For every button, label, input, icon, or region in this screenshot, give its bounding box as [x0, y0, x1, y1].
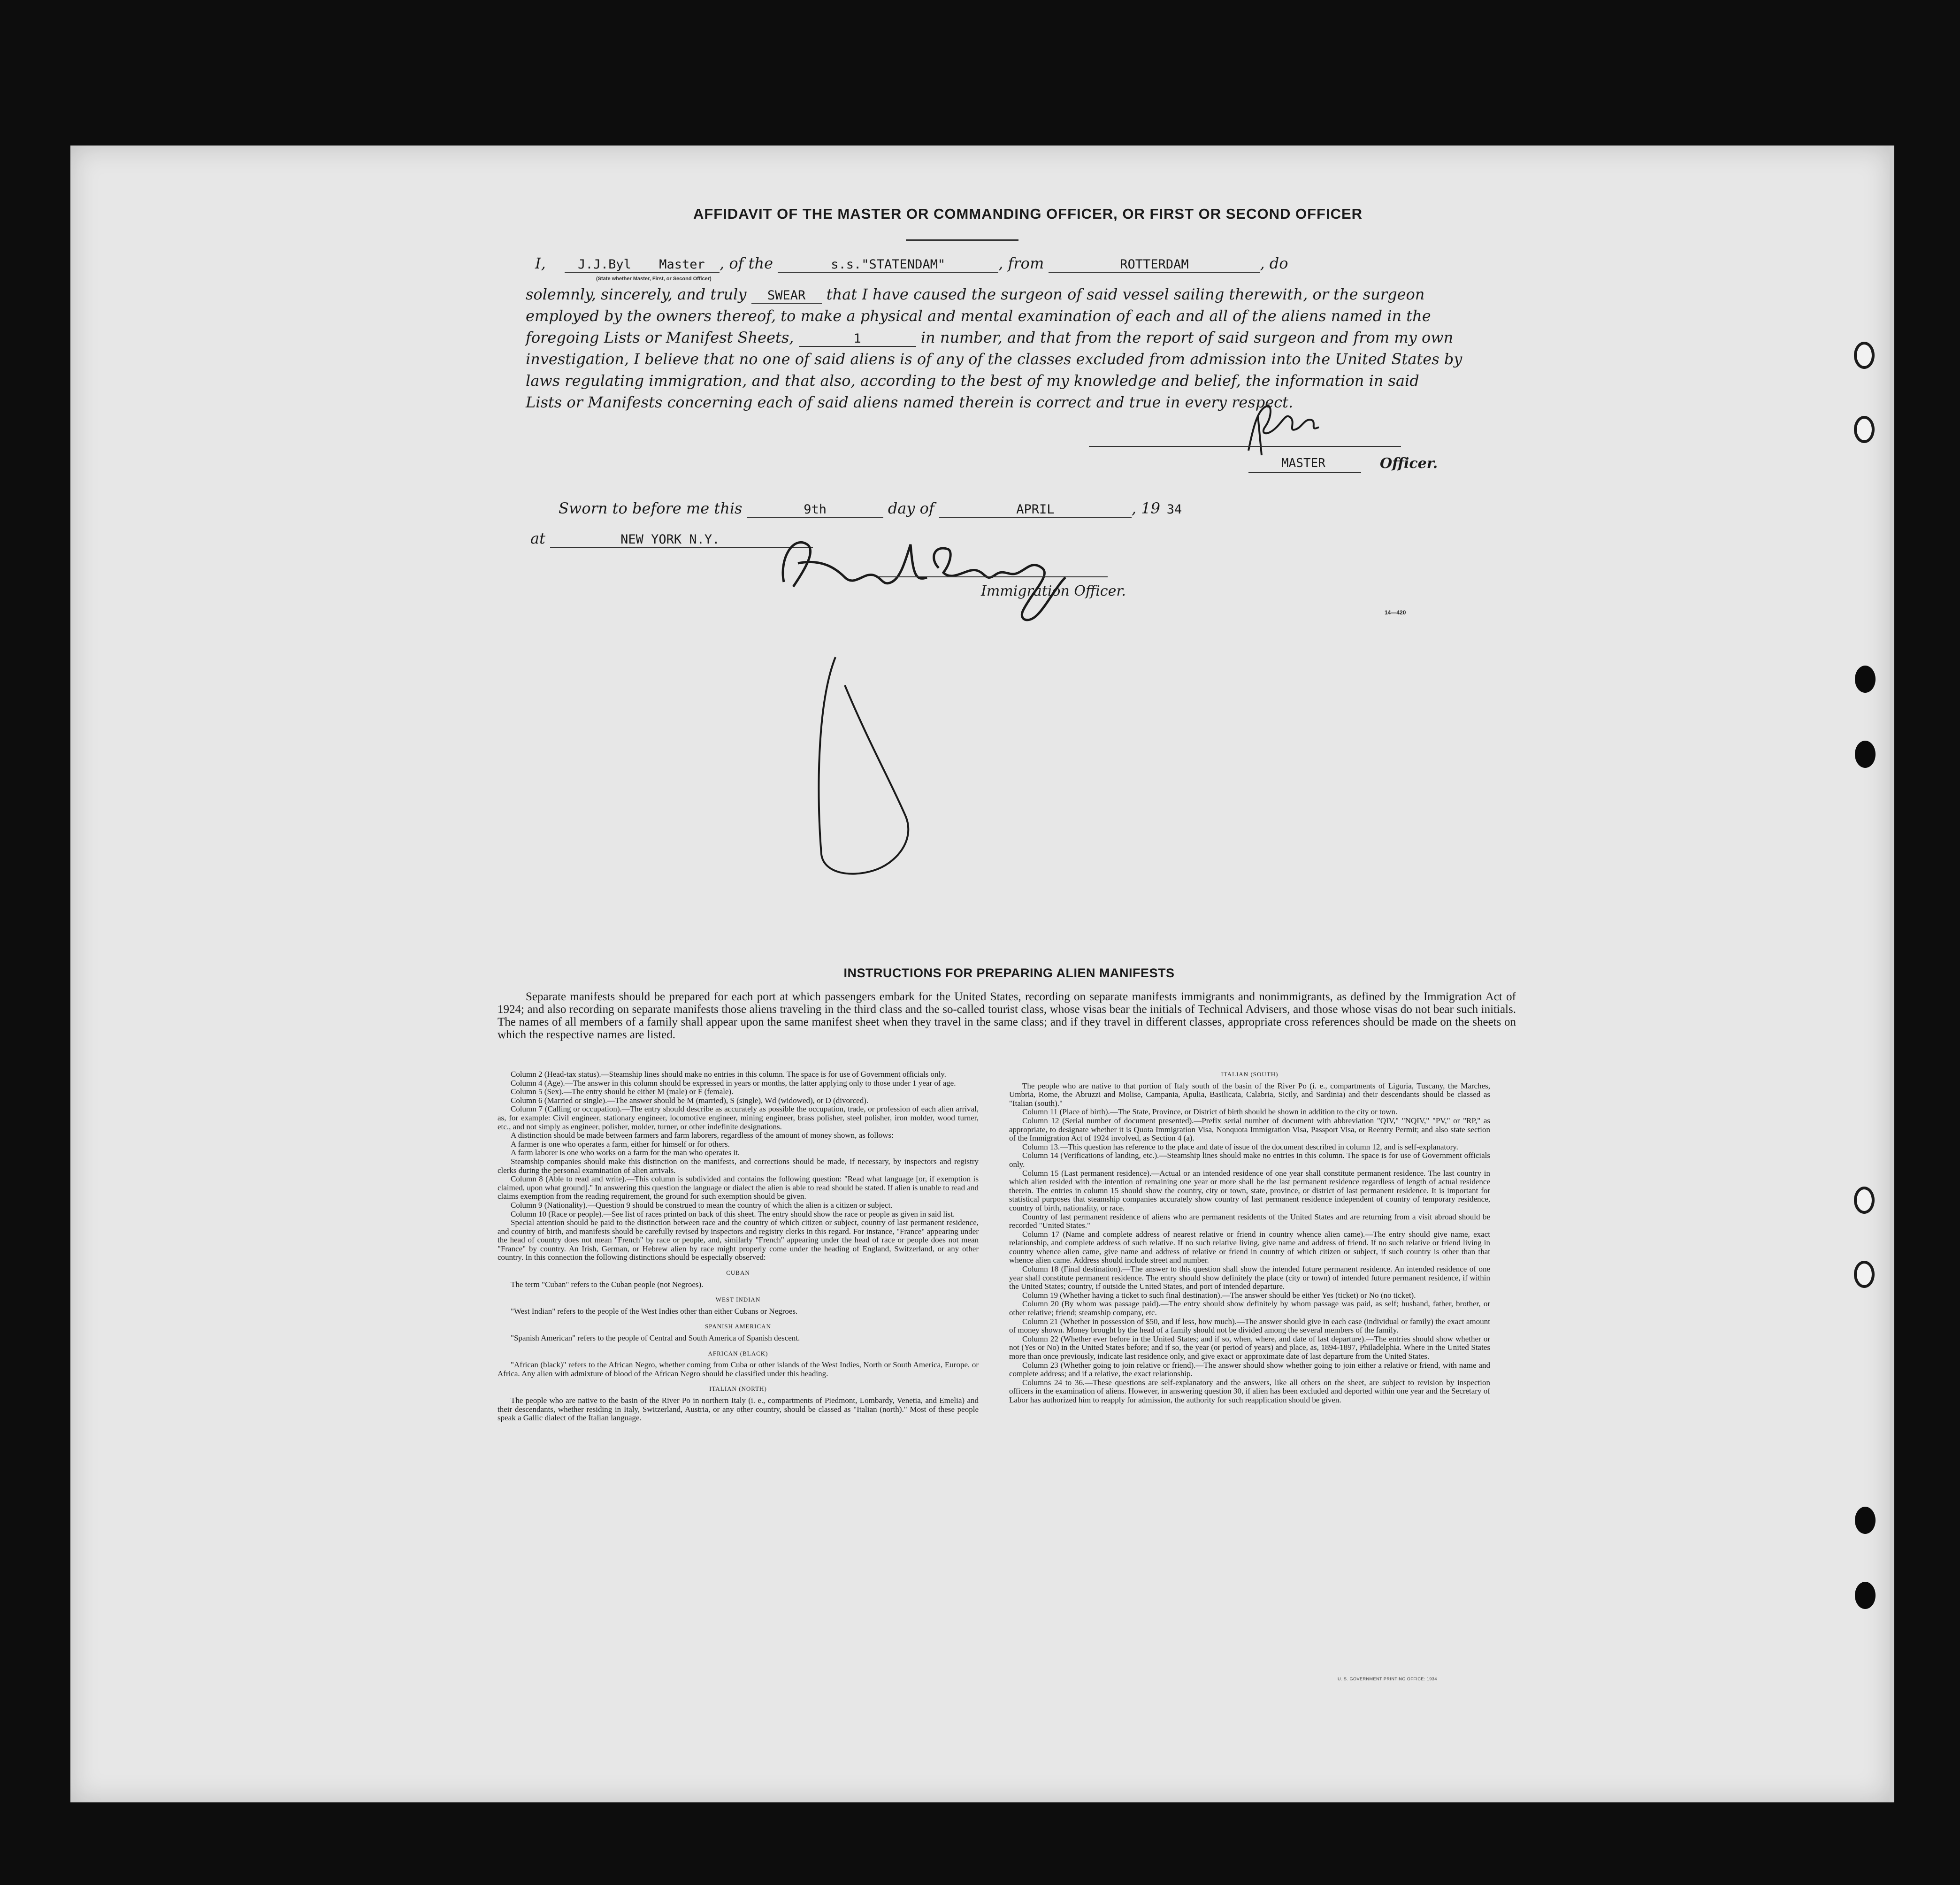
instruction-paragraph: Column 8 (Able to read and write).—This column is subdivided and contains the following question: "Read what language [or, if exemption is claimed, upon what ground]." In answering this question the language or dialect the alien is able to read should be stated. If alien is unable to read and claims exemption from the reading requirement, the ground for such exemption should be given. [498, 1174, 979, 1201]
instruction-paragraph: Column 20 (By whom was passage paid).—The entry should show definitely by whom passage was paid, as self; husband, father, brother, or other relative; friend; steamship company, etc. [1009, 1299, 1490, 1318]
binder-hole [1855, 1582, 1876, 1609]
instruction-paragraph: Column 12 (Serial number of document presented).—Prefix serial number of document with abbreviation "QIV," "NQIV," "PV," or "RP," as appropriate, to designate whether it is Quota Immigration Visa, Nonquota Immigration Visa, Passport Visa, or Reentry Permit; and also state section of the Immigration Act of 1924 involved, as Section 4 (a). [1009, 1116, 1490, 1143]
instruction-paragraph: "West Indian" refers to the people of the West Indies other than either Cubans or Negroes. [511, 1306, 798, 1316]
instruction-paragraph: Column 13.—This question has reference to the place and date of issue of the document described in column 12, and is self-explanatory. [1022, 1142, 1458, 1151]
year-prefix: , 19 [1131, 499, 1160, 517]
rank-instruction-note: (State whether Master, First, or Second Officer) [596, 276, 712, 282]
binder-hole [1854, 1187, 1875, 1214]
binder-hole [1854, 416, 1875, 443]
instruction-paragraph: Column 2 (Head-tax status).—Steamship lines should make no entries in this column. The space is for use of Government officials only. [511, 1070, 946, 1079]
affidavit-line-1 [535, 254, 1288, 273]
affidavit-line-5: investigation, I believe that no one of said aliens is of any of the classes excluded from admission into the United States by [526, 350, 1462, 368]
instruction-paragraph: A distinction should be made between farmers and farm laborers, regardless of the amount of money shown, as follows: [511, 1131, 894, 1140]
instruction-paragraph: Column 7 (Calling or occupation).—The entry should describe as accurately as possible the occupation, trade, or profession of each alien arrival, as, for example: Civil engineer, stationary engineer, locomotive engineer, mining engineer, brass polisher, steel polisher, iron molder, wood turner, etc., and not simply as engineer, polisher, molder, turner, or other indefinite designations. [498, 1104, 979, 1131]
master-signature [1239, 399, 1333, 460]
affidavit-line-3: employed by the owners thereof, to make a physical and mental examination of each and all of the aliens named in the [526, 307, 1431, 325]
oath-field: SWEAR [751, 288, 822, 304]
master-label-line [1248, 472, 1361, 473]
officer-rank-field: Master [644, 257, 720, 273]
page-edge [1890, 146, 1894, 1802]
from-text: , from [998, 254, 1044, 272]
instructions-title: INSTRUCTIONS FOR PREPARING ALIEN MANIFESTS [843, 966, 1175, 980]
immigration-officer-label: Immigration Officer. [981, 583, 1126, 599]
title-underline [906, 239, 1018, 241]
instruction-paragraph: "Spanish American" refers to the people of Central and South America of Spanish descent. [511, 1333, 800, 1343]
section-heading: CUBAN [726, 1269, 750, 1277]
instruction-paragraph: Column 21 (Whether in possession of $50, and if less, how much).—The answer should give in each case (individual or family) the exact amount of money shown. Money brought by the head of a family should not be divided among the several members of the family. [1009, 1317, 1490, 1335]
instruction-paragraph: Column 6 (Married or single).—The answer should be M (married), S (single), Wd (widowed), or D (divorced). [511, 1096, 869, 1105]
instruction-paragraph: "African (black)" refers to the African Negro, whether coming from Cuba or other islands of the West Indies, North or South America, Europe, or Africa. Any alien with admixture of blood of the African Negro should be classified under this heading. [498, 1360, 979, 1378]
affidavit-title: AFFIDAVIT OF THE MASTER OR COMMANDING OFFICER, OR FIRST OR SECOND OFFICER [693, 206, 1363, 222]
affidavit-line-7: Lists or Manifests concerning each of said aliens named therein is correct and true in every respect. [526, 393, 1294, 411]
binder-hole [1854, 342, 1875, 369]
affidavit-text: foregoing Lists or Manifest Sheets, [526, 329, 794, 346]
instructions-intro: Separate manifests should be prepared for each port at which passengers embark for the United States, recording on separate manifests immigrants and nonimmigrants, as defined by the Immigration Act of 1924; and also recording on separate manifests those aliens traveling in the third class and the so-called tourist class, whose visas bear the initials of Technical Advisers, and those whose visas do not bear such initials. The names of all members of a family shall appear upon the same manifest sheet when they travel in the same class; and if they travel in different classes, appropriate cross references should be made on the sheets on which the respective names are listed. [498, 990, 1516, 1041]
sworn-month-field: APRIL [939, 502, 1132, 518]
manifest-page [70, 146, 1891, 1802]
departure-port-field: ROTTERDAM [1049, 257, 1260, 273]
instruction-paragraph: Column 19 (Whether having a ticket to such final destination).—The answer should be either Yes (ticket) or No (no ticket). [1022, 1290, 1416, 1300]
sworn-line [559, 499, 1188, 518]
instructions-right-column [1009, 1070, 1490, 1685]
affidavit-text: that I have caused the surgeon of said vessel sailing therewith, or the surgeon [826, 285, 1425, 303]
sworn-day-field: 9th [747, 502, 883, 518]
instruction-paragraph: Column 17 (Name and complete address of nearest relative or friend in country whence alien came).—The entry should give name, exact relationship, and complete address of such relative. If no such relative living, give name and address of friend. If no such relative or friend living in country whence alien came, give name and address of relative or friend in country of which citizen or subject, if such country is other than that whence alien came. Address should include street and number. [1009, 1229, 1490, 1265]
at-text: at [530, 529, 545, 547]
sheet-count-field: 1 [799, 331, 916, 347]
instruction-paragraph: The people who are native to that portion of Italy south of the basin of the River Po (i. e., compartments of Liguria, Tuscany, the Marches, Umbria, Rome, the Abruzzi and Molise, Campania, Apulia, Basilicata, Calabria, Sicily, and Sardinia) and their descendants should be classed as "Italian (south)." [1009, 1081, 1490, 1108]
day-of-text: day of [888, 499, 934, 517]
instruction-paragraph: Column 11 (Place of birth).—The State, Province, or District of birth should be shown in addition to the city or town. [1022, 1107, 1398, 1117]
officer-name-field: J.J.Byl [565, 257, 644, 273]
sworn-year-field: 34 [1166, 502, 1182, 517]
instruction-paragraph: Column 5 (Sex).—The entry should be either M (male) or F (female). [511, 1087, 734, 1096]
instruction-paragraph: Column 23 (Whether going to join relative or friend).—The answer should show whether going to join either a relative or friend, with name and complete address; and if a relative, the exact relationship. [1009, 1360, 1490, 1379]
instruction-paragraph: Column 9 (Nationality).—Question 9 should be construed to mean the country of which the alien is a citizen or subject. [511, 1200, 893, 1210]
affidavit-line-4 [526, 329, 1453, 347]
affidavit-text: in number, and that from the report of said surgeon and from my own [920, 329, 1454, 346]
section-heading: ITALIAN (NORTH) [709, 1385, 767, 1393]
form-number: 14—420 [1385, 609, 1406, 616]
binder-hole [1855, 741, 1876, 768]
instruction-paragraph: Column 15 (Last permanent residence).—Actual or an intended residence of one year shall constitute permanent residence. The last country in which alien resided with the intention of remaining one year or more shall be the last permanent residence regardless of length of actual residence therein. The entries in column 15 should show the country, city or town, state, province, or district of last permanent residence. It is important for statistical purposes that steamship companies accurately show country of last permanent residence independent of country of temporary residence, country of birth, nationality, or race. [1009, 1168, 1490, 1212]
instruction-paragraph: Special attention should be paid to the distinction between race and the country of which citizen or subject, country of last permanent residence, and country of birth, and manifests should be carefully revised by inspectors and registry clerks in this regard. For instance, "France" appearing under the head of country does not mean "French" by race or people, and, similarly "French" appearing under the head of race or people does not mean "France" by country. An Irish, German, or Hebrew alien by race might properly come under the heading of England, Switzerland, or any other country. In this connection the following distinctions should be especially observed: [498, 1218, 979, 1262]
sworn-text: Sworn to before me this [559, 499, 743, 517]
section-heading: AFRICAN (BLACK) [708, 1349, 768, 1357]
instruction-paragraph: Column 4 (Age).—The answer in this column should be expressed in years or months, the latter applying only to those under 1 year of age. [511, 1078, 956, 1088]
binder-hole [1854, 1261, 1875, 1288]
affidavit-line-6: laws regulating immigration, and that also, according to the best of my knowledge and belief, the information in said [526, 372, 1419, 390]
instructions-left-column [498, 1070, 979, 1685]
instruction-paragraph: Column 18 (Final destination).—The answer to this question shall show the intended future permanent residence. An intended residence of one year shall constitute permanent residence. The entry should show definitely the place (city or town) of intended future permanent residence, if within the United States; country, if outside the United States, and port of intended departure. [1009, 1264, 1490, 1291]
binder-hole [1855, 666, 1876, 693]
section-heading: WEST INDIAN [715, 1296, 761, 1303]
affidavit-line-2 [526, 285, 1424, 304]
section-heading: SPANISH AMERICAN [705, 1323, 771, 1330]
officer-signature-line [878, 576, 1108, 577]
instruction-paragraph: A farmer is one who operates a farm, either for himself or for others. [511, 1139, 730, 1149]
binder-hole [1855, 1507, 1876, 1534]
instruction-paragraph: The term "Cuban" refers to the Cuban people (not Negroes). [511, 1280, 704, 1289]
instruction-paragraph: The people who are native to the basin of the River Po in northern Italy (i. e., compartments of Piedmont, Lombardy, Venetia, and Emelia) and their descendants, whether residing in Italy, Switzerland, Austria, or any other country, should be classed as "Italian (north)." Most of these people speak a Gallic dialect of the Italian language. [498, 1396, 979, 1423]
instruction-paragraph: Column 22 (Whether ever before in the United States; and if so, when, where, and date of last departure).—The entries should show whether or not (Yes or No) in the United States before; and if so, the year (or period of years) and place, as, 1894-1897, Philadelphia. Where in the United States more than once previously, indicate last residence only, and give exact or approximate date of last departure from the United States. [1009, 1334, 1490, 1361]
instruction-paragraph: Steamship companies should make this distinction on the manifests, and corrections should be made, if necessary, by inspectors and registry clerks during the personal examination of alien arrivals. [498, 1157, 979, 1175]
section-heading: ITALIAN (SOUTH) [1221, 1071, 1279, 1078]
instruction-paragraph: Columns 24 to 36.—These questions are self-explanatory and the answers, like all others on the sheet, are subject to revision by inspection officers in the examination of aliens. However, in answering question 30, if alien has been excluded and deported within one year and the Secretary of Labor has authorized him to reapply for admission, the authority for such reapplication should be given. [1009, 1378, 1490, 1404]
affidavit-i: I, [535, 254, 546, 272]
printer-imprint: U. S. GOVERNMENT PRINTING OFFICE: 1934 [1338, 1677, 1437, 1681]
affidavit-text: solemnly, sincerely, and truly [526, 285, 747, 303]
instruction-paragraph: A farm laborer is one who works on a farm for the man who operates it. [511, 1148, 740, 1157]
do-text: , do [1260, 254, 1288, 272]
sworn-place-field: NEW YORK N.Y. [550, 532, 813, 548]
master-signature-line [1089, 446, 1401, 447]
master-label: MASTER [1281, 456, 1325, 470]
of-the-text: , of the [719, 254, 773, 272]
instruction-paragraph: Country of last permanent residence of aliens who are permanent residents of the United States and are returning from a visit abroad should be recorded "United States." [1009, 1212, 1490, 1230]
instruction-paragraph: Column 14 (Verifications of landing, etc.).—Steamship lines should make no entries in this column. The space is for use of Government officials only. [1009, 1151, 1490, 1169]
instruction-paragraph: Column 10 (Race or people).—See list of races printed on back of this sheet. The entry should show the race or people as given in said list. [511, 1209, 955, 1218]
vessel-name-field: s.s."STATENDAM" [778, 257, 998, 273]
officer-label: Officer. [1380, 455, 1438, 472]
